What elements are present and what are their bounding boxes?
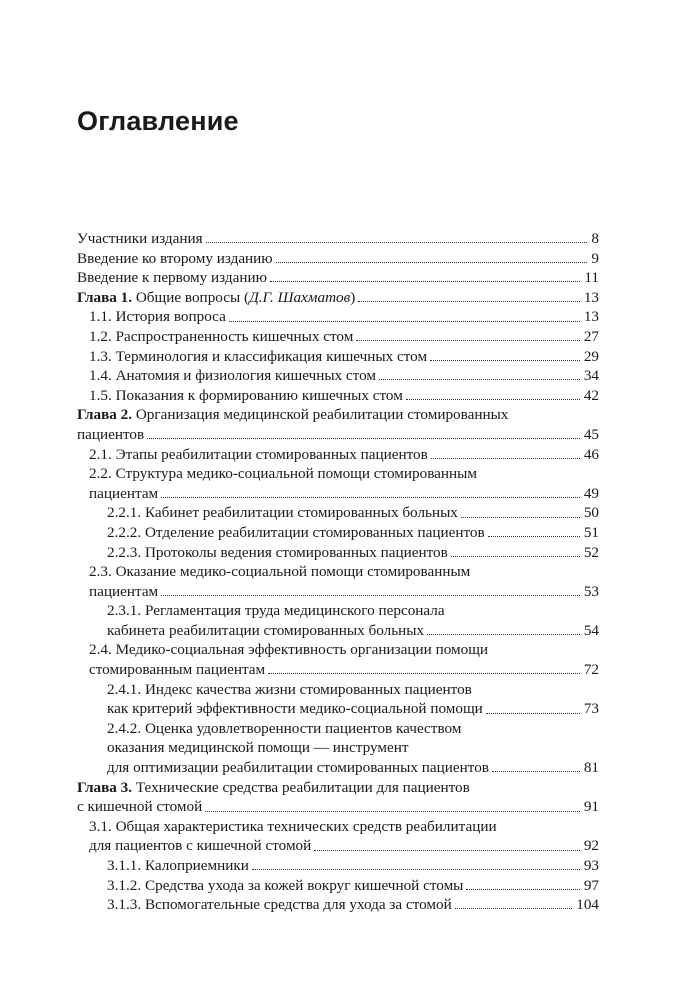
toc-entry-text: 1.5. Показания к формированию кишечных стом [89, 386, 403, 404]
toc-page-number: 49 [583, 484, 599, 502]
toc-entry-continuation[interactable] [77, 836, 599, 856]
toc-page-number: 97 [583, 876, 599, 894]
toc-entry-text: 3.1.3. Вспомогательные средства для ухода за стомой [107, 896, 452, 914]
toc-page-number: 29 [583, 347, 599, 365]
toc-page-number: 45 [583, 425, 599, 443]
toc-entry-text: 2.2.1. Кабинет реабилитации стомированных больных [107, 504, 458, 522]
toc-page-number: 8 [591, 230, 599, 247]
toc-entry[interactable] [77, 327, 599, 347]
toc-entry-text: 2.3.1. Регламентация труда медицинского персонала [107, 602, 445, 620]
toc-entry-text: оказания медицинской помощи — инструмент [107, 739, 409, 757]
toc-entry[interactable] [77, 719, 599, 739]
toc-entry-text: Введение ко второму изданию [77, 249, 273, 267]
toc-entry-text: для оптимизации реабилитации стомированных пациентов [107, 759, 489, 777]
toc-entry-continuation[interactable] [77, 738, 599, 758]
leader-dots [455, 908, 572, 909]
toc-page-number: 81 [583, 759, 599, 777]
leader-dots [205, 811, 580, 812]
leader-dots [488, 536, 580, 537]
table-of-contents [77, 229, 599, 915]
leader-dots [161, 497, 580, 498]
toc-entry-text: кабинета реабилитации стомированных больных [107, 621, 425, 639]
toc-entry-text: 2.3. Оказание медико-социальной помощи стомированным [89, 563, 471, 581]
toc-page-number: 72 [583, 661, 599, 679]
toc-entry-continuation[interactable] [77, 758, 599, 778]
toc-chapter-entry[interactable] [77, 405, 599, 425]
toc-entry-text: Введение к первому изданию [77, 269, 267, 287]
leader-dots [451, 556, 580, 557]
toc-entry-continuation[interactable] [77, 660, 599, 680]
toc-entry-continuation[interactable] [77, 797, 599, 817]
leader-dots [379, 379, 580, 380]
toc-entry[interactable] [77, 817, 599, 837]
toc-page-number: 52 [583, 543, 599, 561]
toc-page-number: 50 [583, 504, 599, 522]
toc-entry-continuation[interactable] [77, 425, 599, 445]
toc-entry-continuation[interactable] [77, 699, 599, 719]
leader-dots [206, 242, 588, 243]
toc-entry-text: пациентам [89, 484, 159, 502]
leader-dots [356, 340, 579, 341]
toc-entry-text: с кишечной стомой [77, 798, 203, 816]
toc-entry-text: 2.4.2. Оценка удовлетворенности пациентов качеством [107, 719, 462, 737]
toc-entry[interactable] [77, 229, 599, 249]
toc-page-number: 34 [583, 367, 599, 385]
chapter-title: Общие вопросы ( [135, 288, 250, 306]
toc-page-number: 91 [583, 798, 599, 816]
leader-dots [147, 438, 580, 439]
leader-dots [431, 458, 580, 459]
toc-entry-text: для пациентов с кишечной стомой [89, 837, 312, 855]
toc-entry[interactable] [77, 464, 599, 484]
leader-dots [492, 771, 580, 772]
leader-dots [461, 517, 580, 518]
toc-entry-text: 2.2.3. Протоколы ведения стомированных пациентов [107, 543, 448, 561]
toc-entry-text: 2.2. Структура медико-социальной помощи стомированным [89, 465, 477, 483]
leader-dots [486, 713, 580, 714]
toc-entry[interactable] [77, 268, 599, 288]
toc-page-number: 92 [583, 837, 599, 855]
toc-entry[interactable] [77, 640, 599, 660]
toc-entry-continuation[interactable] [77, 621, 599, 641]
toc-entry[interactable] [77, 307, 599, 327]
chapter-label: Глава 1. [77, 288, 133, 306]
toc-chapter-entry[interactable] [77, 288, 599, 308]
toc-entry-continuation[interactable] [77, 484, 599, 504]
toc-entry-text: стомированным пациентам [89, 661, 266, 679]
toc-entry[interactable] [77, 366, 599, 386]
toc-entry-text [77, 778, 470, 798]
chapter-author: Д.Г. Шахматов [249, 288, 351, 306]
leader-dots [252, 869, 580, 870]
toc-entry[interactable] [77, 895, 599, 915]
leader-dots [406, 399, 580, 400]
toc-page-number: 46 [583, 445, 599, 463]
chapter-label: Глава 3. [77, 778, 133, 796]
toc-page-number: 73 [583, 700, 599, 718]
leader-dots [161, 595, 580, 596]
toc-entry-text: 1.1. История вопроса [89, 308, 226, 326]
toc-entry-text: 2.4. Медико-социальная эффективность организации помощи [89, 641, 489, 659]
toc-page-number: 11 [584, 269, 599, 287]
toc-page-number: 13 [583, 308, 599, 326]
leader-dots [430, 360, 580, 361]
leader-dots [427, 634, 580, 635]
toc-entry-text: 2.1. Этапы реабилитации стомированных пациентов [89, 445, 428, 463]
toc-entry-text: 3.1.1. Калоприемники [107, 857, 249, 874]
leader-dots [466, 889, 579, 890]
toc-page-number: 9 [591, 249, 599, 267]
chapter-title: Организация медицинской реабилитации стомированных [135, 406, 509, 424]
toc-entry[interactable] [77, 562, 599, 582]
toc-entry[interactable] [77, 347, 599, 367]
toc-entry[interactable] [77, 445, 599, 465]
toc-chapter-entry[interactable] [77, 778, 599, 798]
toc-entry[interactable] [77, 543, 599, 563]
page-title: Оглавление [77, 106, 239, 136]
chapter-title-end: ) [350, 288, 356, 306]
toc-entry-text: 1.4. Анатомия и физиология кишечных стом [89, 367, 377, 385]
toc-page-number: 93 [583, 857, 599, 874]
toc-entry-text: пациентов [77, 425, 145, 443]
toc-entry[interactable] [77, 249, 599, 269]
toc-page-number: 51 [583, 523, 599, 541]
toc-page-number: 54 [583, 621, 599, 639]
toc-page-number: 104 [576, 896, 599, 914]
chapter-title: Технические средства реабилитации для пациентов [135, 778, 470, 796]
leader-dots [314, 850, 580, 851]
leader-dots [268, 673, 580, 674]
toc-entry-text: 1.2. Распространенность кишечных стом [89, 327, 354, 345]
toc-page-number: 53 [583, 582, 599, 600]
toc-entry-text [77, 288, 355, 308]
leader-dots [358, 301, 580, 302]
toc-entry-text: 3.1. Общая характеристика технических средств реабилитации [89, 817, 497, 835]
toc-entry[interactable] [77, 876, 599, 896]
toc-entry-text: пациентам [89, 582, 159, 600]
toc-entry-text: 3.1.2. Средства ухода за кожей вокруг кишечной стомы [107, 876, 464, 894]
toc-entry[interactable] [77, 503, 599, 523]
toc-entry[interactable] [77, 523, 599, 543]
toc-page-number: 42 [583, 386, 599, 404]
toc-entry[interactable] [77, 856, 599, 876]
toc-entry-text [77, 405, 508, 425]
toc-entry-text: 2.2.2. Отделение реабилитации стомированных пациентов [107, 523, 485, 541]
toc-entry[interactable] [77, 680, 599, 700]
toc-entry-text: Участники издания [77, 230, 203, 247]
leader-dots [270, 281, 580, 282]
chapter-label: Глава 2. [77, 406, 133, 424]
toc-entry-text: как критерий эффективности медико-социальной помощи [107, 700, 483, 718]
toc-page-number: 13 [583, 288, 599, 306]
leader-dots [229, 321, 580, 322]
toc-entry-continuation[interactable] [77, 582, 599, 602]
toc-entry-text: 1.3. Терминология и классификация кишечных стом [89, 347, 428, 365]
toc-entry[interactable] [77, 386, 599, 406]
toc-page-number: 27 [583, 327, 599, 345]
toc-entry[interactable] [77, 601, 599, 621]
toc-entry-text: 2.4.1. Индекс качества жизни стомированных пациентов [107, 680, 472, 698]
leader-dots [276, 262, 588, 263]
